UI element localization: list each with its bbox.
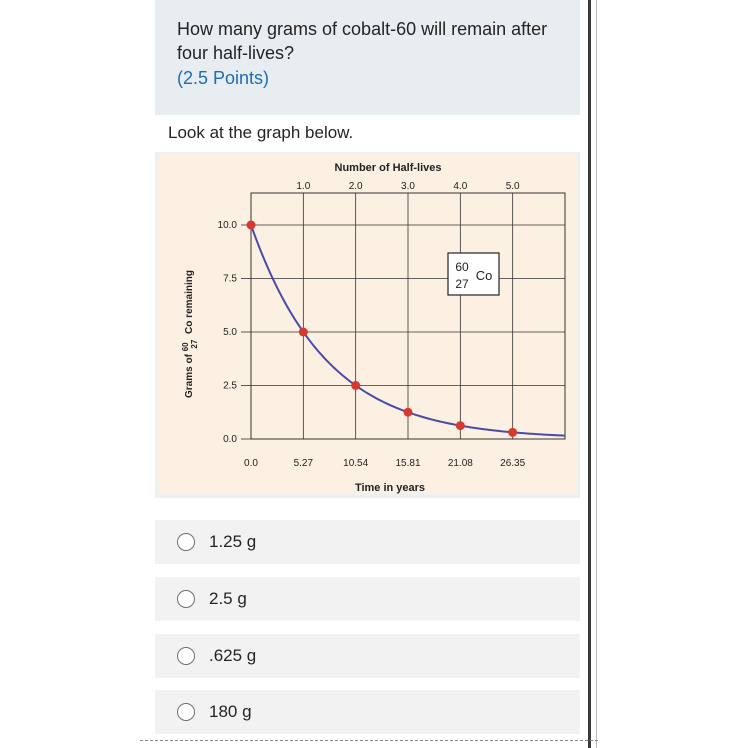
data-point xyxy=(299,328,308,337)
x-tick-label: 21.08 xyxy=(447,458,473,469)
radio-button[interactable] xyxy=(177,590,195,608)
isotope-symbol: Co xyxy=(475,268,493,283)
half-life-chart xyxy=(158,154,577,494)
data-point xyxy=(508,428,517,437)
y-label-prefix: Grams of xyxy=(184,351,195,398)
bottom-dashed-divider xyxy=(140,740,598,741)
isotope-mass: 60 xyxy=(455,260,469,274)
top-tick-label: 3.0 xyxy=(401,181,415,192)
question-card xyxy=(155,0,580,115)
data-point xyxy=(351,381,360,390)
top-tick-label: 1.0 xyxy=(296,181,311,192)
option-label: 2.5 g xyxy=(209,589,247,608)
y-tick-label: 10.0 xyxy=(217,220,237,231)
y-label-atomic: 27 xyxy=(190,339,199,349)
x-tick-label: 10.54 xyxy=(343,458,369,469)
data-point xyxy=(404,408,413,417)
y-tick-label: 7.5 xyxy=(223,273,237,285)
data-point xyxy=(247,221,256,230)
x-tick-label: 15.81 xyxy=(395,458,421,469)
option-2[interactable] xyxy=(155,577,580,621)
radio-button[interactable] xyxy=(177,533,195,551)
option-label: 180 g xyxy=(209,702,252,721)
y-label-suffix: remaining xyxy=(184,270,195,318)
option-4[interactable] xyxy=(155,690,580,734)
x-axis-label: Time in years xyxy=(354,482,426,494)
left-margin xyxy=(0,0,140,748)
chart-ticks xyxy=(218,181,526,469)
graph-instruction xyxy=(155,116,580,152)
y-tick-label: 0.0 xyxy=(223,434,237,445)
y-axis-label xyxy=(180,270,200,398)
top-tick-label: 5.0 xyxy=(505,181,520,192)
radio-button[interactable] xyxy=(177,647,195,665)
graph-card xyxy=(155,116,580,498)
question-text: How many grams of cobalt-60 will remain after four half-lives? xyxy=(177,19,548,63)
y-label-mass: 60 xyxy=(181,342,190,352)
chart-title: Number of Half-lives xyxy=(334,162,442,174)
option-3[interactable] xyxy=(155,634,580,678)
x-tick-label: 5.27 xyxy=(293,458,314,469)
chart-grid xyxy=(251,193,565,439)
y-tick-label: 2.5 xyxy=(223,380,237,392)
isotope-box xyxy=(448,253,499,295)
svg-text:Grams of 60 xyxy=(180,270,200,398)
x-tick-label: 0.0 xyxy=(244,458,258,469)
question-points: (2.5 Points) xyxy=(177,68,270,88)
graph-instruction-text: Look at the graph below. xyxy=(168,123,354,142)
option-label: .625 g xyxy=(209,646,257,665)
right-border-inner xyxy=(596,0,597,748)
top-tick-label: 2.0 xyxy=(348,181,363,192)
y-label-symbol: Co xyxy=(184,320,195,334)
right-border xyxy=(588,0,591,748)
half-life-graph xyxy=(158,154,577,494)
y-tick-label: 5.0 xyxy=(223,327,237,338)
isotope-atomic: 27 xyxy=(455,277,469,291)
option-label: 1.25 g xyxy=(209,532,257,551)
radio-button[interactable] xyxy=(177,703,195,721)
top-tick-label: 4.0 xyxy=(453,181,468,192)
option-1[interactable] xyxy=(155,520,580,564)
x-tick-label: 26.35 xyxy=(500,458,526,469)
data-point xyxy=(456,421,465,430)
